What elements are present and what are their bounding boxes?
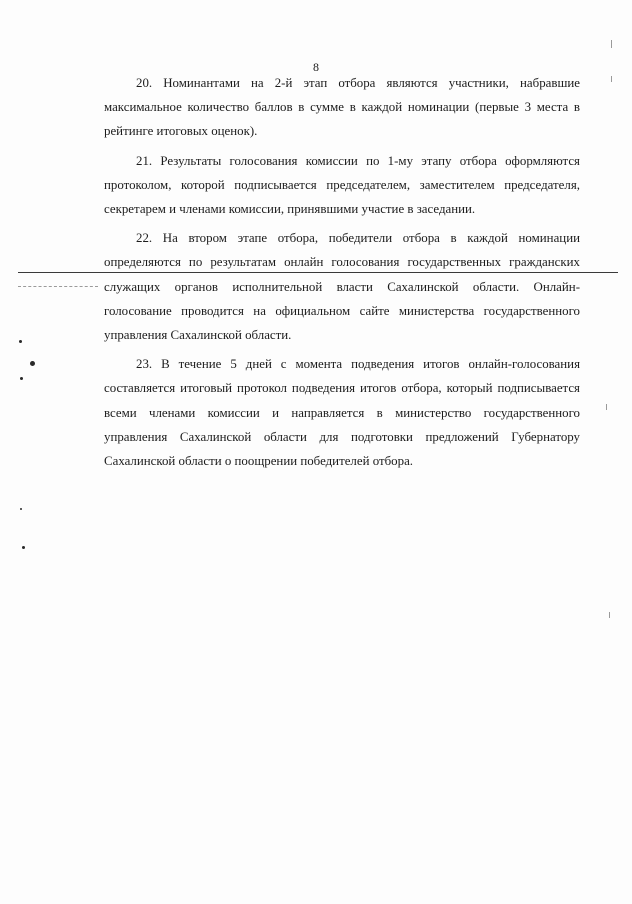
scan-artifact-dot bbox=[19, 340, 22, 343]
document-body bbox=[104, 71, 580, 478]
paragraph-20: 20. Номинантами на 2-й этап отбора являются участники, набравшие максимальное количество баллов в сумме в каждой номинации (первые 3 места в рейтинге итоговых оценок). bbox=[104, 76, 580, 139]
paragraph-22: 22. На втором этапе отбора, победители отбора в каждой номинации определяются по результатам онлайн голосования государственных гражданских служащих органов исполнительной власти Сахалинской области. Онлайн-голосование проводится на официальном сайте министерства государственного управления Сахалинской области. bbox=[104, 231, 580, 343]
scan-artifact-edge bbox=[611, 76, 612, 82]
paragraph-23: 23. В течение 5 дней с момента подведения итогов онлайн-голосования составляется итоговый протокол подведения итогов отбора, который подписывается всеми членами комиссии и направляется в министерство государственного управления Сахалинской области для подготовки предложений Губернатору Сахалинской области о поощрении победителей отбора. bbox=[104, 357, 580, 469]
scan-artifact-dot bbox=[30, 361, 35, 366]
scan-artifact-dashes bbox=[18, 286, 98, 287]
scan-artifact-dot bbox=[20, 377, 23, 380]
scan-artifact-edge bbox=[609, 612, 610, 618]
scan-artifact-edge bbox=[606, 404, 607, 410]
scan-artifact-dot bbox=[22, 546, 25, 549]
scan-artifact-edge bbox=[611, 40, 612, 48]
paragraph-21: 21. Результаты голосования комиссии по 1-му этапу отбора оформляются протоколом, которой подписывается председателем, заместителем председателя, секретарем и членами комиссии, принявшими участие в заседании. bbox=[104, 153, 580, 217]
scan-artifact-dot bbox=[20, 508, 22, 510]
page-number: 8 bbox=[313, 60, 319, 74]
scan-artifact-line bbox=[18, 272, 618, 273]
